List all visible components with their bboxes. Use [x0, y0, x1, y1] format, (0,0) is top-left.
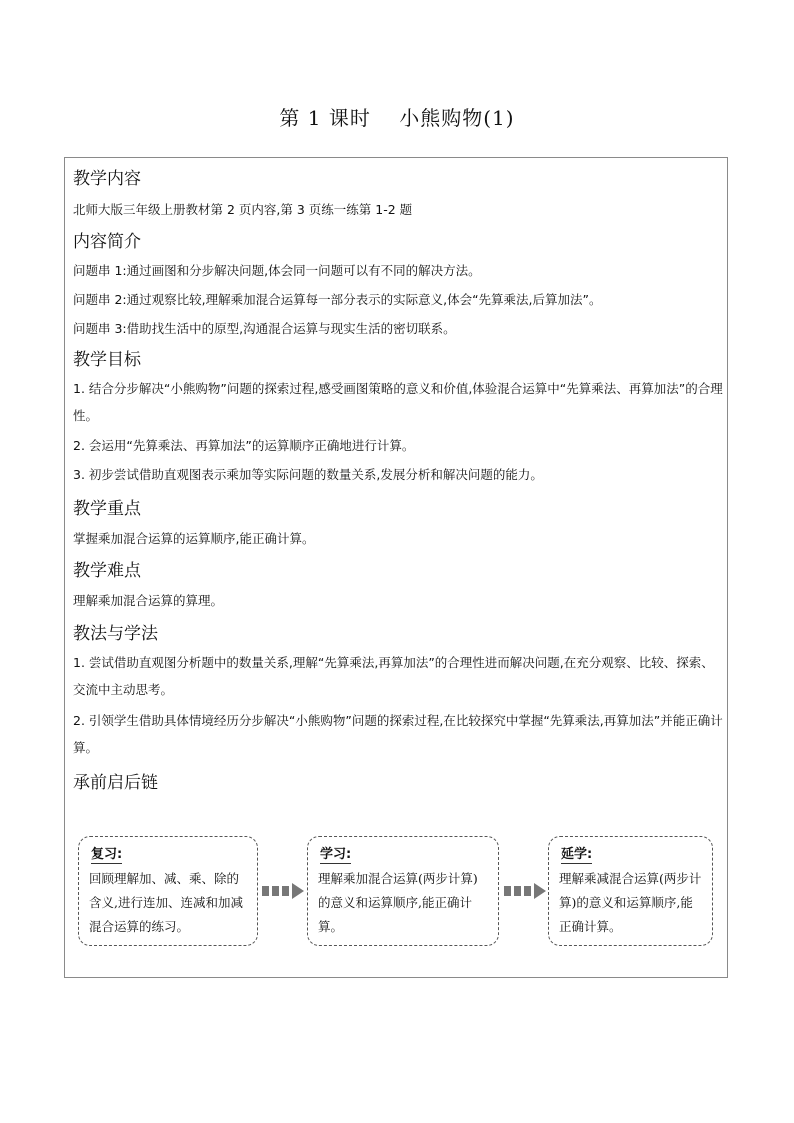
learn-label: 学习:	[320, 843, 351, 864]
page-title: 第 1 课时 小熊购物(1)	[279, 106, 515, 130]
section-goals	[73, 349, 723, 489]
list-item: 2. 会运用“先算乘法、再算加法”的运算顺序正确地进行计算。	[73, 438, 415, 453]
section-text: 北师大版三年级上册教材第 2 页内容,第 3 页练一练第 1-2 题	[73, 202, 413, 217]
section-text: 掌握乘加混合运算的运算顺序,能正确计算。	[73, 531, 315, 546]
list-item: 问题串 3:借助找生活中的原型,沟通混合运算与现实生活的密切联系。	[73, 321, 456, 336]
learn-box	[307, 836, 499, 946]
section-heading: 教学目标	[73, 350, 141, 370]
section-chain	[73, 772, 723, 794]
section-difficulty	[73, 560, 723, 615]
extend-text: 理解乘减混合运算(两步计算)的意义和运算顺序,能正确计算。	[559, 871, 702, 934]
section-teaching-content	[73, 168, 723, 224]
list-item: 问题串 1:通过画图和分步解决问题,体会同一问题可以有不同的解决方法。	[73, 263, 481, 278]
learning-chain-diagram	[0, 836, 794, 946]
review-text: 回顾理解加、减、乘、除的含义,进行连加、连减和加减混合运算的练习。	[89, 871, 243, 934]
list-item: 3. 初步尝试借助直观图表示乘加等实际问题的数量关系,发展分析和解决问题的能力。	[73, 467, 543, 482]
section-methods	[73, 623, 723, 761]
extend-label: 延学:	[561, 843, 592, 864]
extend-box	[548, 836, 713, 946]
list-item: 1. 尝试借助直观图分析题中的数量关系,理解“先算乘法,再算加法”的合理性进而解决问题,在充分观察、比较、探索、交流中主动思考。	[73, 655, 714, 697]
section-text: 理解乘加混合运算的算理。	[73, 593, 224, 608]
section-intro	[73, 231, 723, 343]
section-heading: 教学内容	[73, 169, 141, 189]
arrow-right-icon	[504, 883, 546, 899]
list-item: 1. 结合分步解决“小熊购物”问题的探索过程,感受画图策略的意义和价值,体验混合运算中“先算乘法、再算加法”的合理性。	[73, 381, 723, 423]
section-heading: 承前启后链	[73, 773, 158, 793]
arrow-right-icon	[262, 883, 304, 899]
learn-text: 理解乘加混合运算(两步计算)的意义和运算顺序,能正确计算。	[318, 871, 478, 934]
section-key-point	[73, 498, 723, 553]
review-label: 复习:	[91, 843, 122, 864]
section-heading: 教学难点	[73, 561, 141, 581]
list-item: 2. 引领学生借助具体情境经历分步解决“小熊购物”问题的探索过程,在比较探究中掌握“先算乘法,再算加法”并能正确计算。	[73, 713, 723, 755]
section-heading: 内容简介	[73, 232, 141, 252]
section-heading: 教学重点	[73, 499, 141, 519]
section-heading: 教法与学法	[73, 624, 158, 644]
list-item: 问题串 2:通过观察比较,理解乘加混合运算每一部分表示的实际意义,体会“先算乘法,后算加法”。	[73, 292, 602, 307]
review-box	[78, 836, 258, 946]
